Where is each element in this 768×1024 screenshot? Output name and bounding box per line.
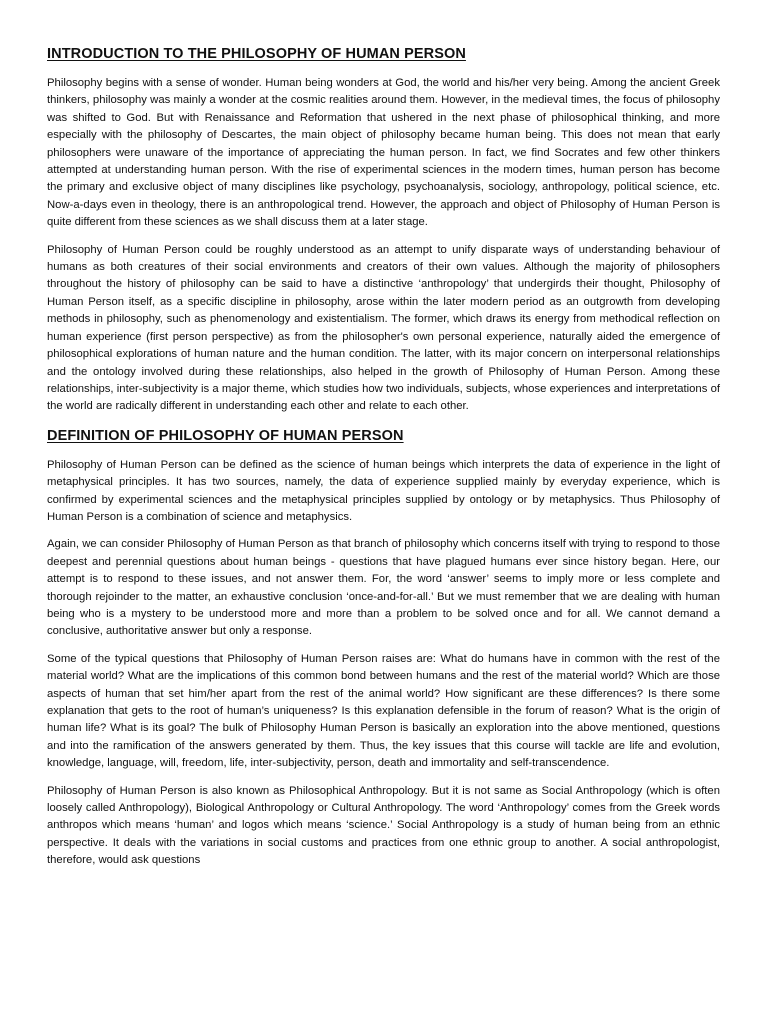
paragraph-typical-questions: Some of the typical questions that Philosophy of Human Person raises are: What do humans have in common with the rest of the material world? What are the implications of this common bond between humans and the rest of the material world? Which are those aspects of human that set him/her apart from the rest of the animal world? How significant are these differences? Is there some explanation that gets to the root of human’s uniqueness? Is this explanation defensible in the forum of reason? What is the origin of human life? What is its goal? The bulk of Philosophy Human Person is basically an exploration into the above mentioned, questions and into the ramification of the answers generated by them. Thus, the key issues that this course will tackle are life and evolution, knowledge, language, will, freedom, life, inter-subjectivity, person, death and immortality and self-transcendence. xyxy=(47,652,720,770)
heading-definition: DEFINITION OF PHILOSOPHY OF HUMAN PERSON xyxy=(47,427,404,444)
paragraph-definition: Philosophy of Human Person can be defined as the science of human beings which interprets the data of experience in the light of metaphysical principles. It has two sources, namely, the data of experience supplied mainly by everyday experience, which is confirmed by experimental sciences and the metaphysical principles supplied by ontology or by metaphysics. Thus Philosophy of Human Person is a combination of science and metaphysics. xyxy=(47,458,720,523)
heading-introduction: INTRODUCTION TO THE PHILOSOPHY OF HUMAN PERSON xyxy=(47,46,466,62)
paragraph-unify: Philosophy of Human Person could be roughly understood as an attempt to unify disparate ways of understanding behaviour of humans as both creatures of their social environments and creators of their own values. Although the majority of philosophers throughout the history of philosophy can be said to have a distinctive ‘anthropology’ that undergirds their thought, Philosophy of Human Person itself, as a specific discipline in philosophy, arose within the later modern period as an outgrowth from developing methods in philosophy, such as phenomenology and existentialism. The former, which draws its energy from methodical reflection on human experience (first person perspective) as from the philosopher's own personal experience, naturally aided the emergence of philosophical explorations of human nature and the human condition. The latter, with its major concern on interpersonal relationships and the ontology involved during these relationships, also helped in the growth of Philosophy of Human Person. Among these relationships, inter-subjectivity is a major theme, which studies how two individuals, subjects, whose experiences and interpretations of the world are radically different in understanding each other and relate to each other. xyxy=(47,243,720,413)
paragraph-wonder: Philosophy begins with a sense of wonder. Human being wonders at God, the world and his/her very being. Among the ancient Greek thinkers, philosophy was mainly a wonder at the cosmic realities around them. However, in the medieval times, the focus of philosophy was shifted to God. But with Renaissance and Reformation that ushered in the next phase of philosophical thinking, and more especially with the philosophy of Descartes, the main object of philosophy became human being. This does not mean that early philosophers were unaware of the importance of appreciating the human person. In fact, we find Socrates and few other thinkers attempted at understanding human person. With the rise of experimental sciences in the modern times, human person has become the primary and exclusive object of many disciplines like psychology, psychoanalysis, sociology, anthropology, political science, etc. Now-a-days even in theology, there is an anthropological trend. However, the approach and object of Philosophy of Human Person is quite different from these sciences as we shall discuss them at a later stage. xyxy=(47,77,720,229)
paragraph-perennial-questions: Again, we can consider Philosophy of Human Person as that branch of philosophy which concerns itself with trying to respond to those deepest and perennial questions about human beings - questions that have plagued humans ever since history began. Here, our attempt is to respond to these issues, and not answer them. For, the word ‘answer’ seems to imply more or less complete and thorough rejoinder to the matter, an exhaustive conclusion ‘once-and-for-all.’ But we must remember that we are dealing with human being who is a mystery to be understood more and more than a problem to be solved once and for all. We cannot demand a conclusive, authoritative answer but only a response. xyxy=(47,538,720,638)
document-body xyxy=(47,44,720,880)
paragraph-anthropology: Philosophy of Human Person is also known as Philosophical Anthropology. But it is not same as Social Anthropology (which is often loosely called Anthropology), Biological Anthropology or Cultural Anthropology. The word ‘Anthropology’ comes from the Greek words anthropos which means ‘human’ and logos which means ‘science.’ Social Anthropology is a study of human being from an ethnic perspective. It deals with the variations in social customs and practices from one ethnic group to another. A social anthropologist, therefore, would ask questions xyxy=(47,784,720,867)
